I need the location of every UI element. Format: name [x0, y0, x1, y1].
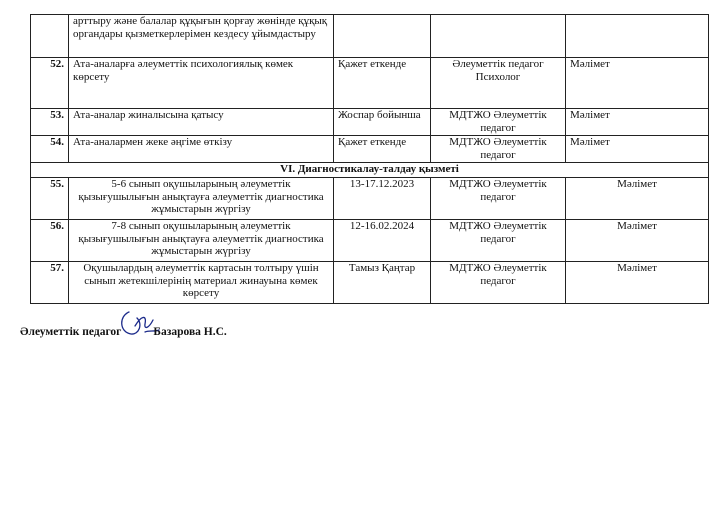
result-cell: Мәлімет	[566, 262, 709, 304]
activity-cell: 5-6 сынып оқушыларының әлеуметтік қызығушылығын анықтауға әлеуметтік диагностика жұмыстарын жүргізу	[69, 178, 334, 220]
activity-cell: Оқушылардың әлеуметтік картасын толтыру үшін сынып жетекшілерінің материал жинауына көмек көрсету	[69, 262, 334, 304]
row-number: 54.	[31, 136, 69, 163]
result-cell: Мәлімет	[566, 58, 709, 109]
responsible-cell: МДТЖО Әлеуметтік педагог	[431, 136, 566, 163]
responsible-cell	[431, 15, 566, 58]
work-plan-table	[30, 14, 709, 304]
result-cell: Мәлімет	[566, 136, 709, 163]
date-cell: Қажет еткенде	[334, 58, 431, 109]
row-number: 52.	[31, 58, 69, 109]
date-cell: 13-17.12.2023	[334, 178, 431, 220]
table-row	[31, 136, 709, 163]
activity-cell: арттыру және балалар құқығын қорғау жөнінде құқық органдары қызметкерлерімен кездесу ұйымдастыру	[69, 15, 334, 58]
responsible-cell: МДТЖО Әлеуметтік педагог	[431, 220, 566, 262]
activity-cell: 7-8 сынып оқушыларының әлеуметтік қызығушылығын анықтауға әлеуметтік диагностика жұмыстарын жүргізу	[69, 220, 334, 262]
table-row	[31, 178, 709, 220]
signature-role: Әлеуметтік педагог	[20, 326, 122, 338]
responsible-cell: МДТЖО Әлеуметтік педагог	[431, 178, 566, 220]
signature-name: Базарова Н.С.	[153, 326, 227, 338]
result-cell: Мәлімет	[566, 109, 709, 136]
activity-cell: Ата-аналар жиналысына қатысу	[69, 109, 334, 136]
date-cell: Жоспар бойынша	[334, 109, 431, 136]
date-cell	[334, 15, 431, 58]
date-cell: 12-16.02.2024	[334, 220, 431, 262]
table-row	[31, 15, 709, 58]
activity-cell: Ата-аналармен жеке әңгіме өткізу	[69, 136, 334, 163]
table-row	[31, 262, 709, 304]
section-header-row	[31, 163, 709, 178]
section-title: VI. Диагностикалау-талдау қызметі	[31, 163, 709, 178]
row-number	[31, 15, 69, 58]
table-row	[31, 220, 709, 262]
date-cell: Қажет еткенде	[334, 136, 431, 163]
responsible-cell: Әлеуметтік педагог Психолог	[431, 58, 566, 109]
table-row	[31, 109, 709, 136]
table-row	[31, 58, 709, 109]
result-cell: Мәлімет	[566, 178, 709, 220]
row-number: 53.	[31, 109, 69, 136]
activity-cell: Ата-аналарға әлеуметтік психологиялық көмек көрсету	[69, 58, 334, 109]
result-cell: Мәлімет	[566, 220, 709, 262]
result-cell	[566, 15, 709, 58]
signature-line	[20, 326, 227, 338]
date-cell: Тамыз Қаңтар	[334, 262, 431, 304]
row-number: 55.	[31, 178, 69, 220]
row-number: 56.	[31, 220, 69, 262]
row-number: 57.	[31, 262, 69, 304]
responsible-cell: МДТЖО Әлеуметтік педагог	[431, 109, 566, 136]
responsible-cell: МДТЖО Әлеуметтік педагог	[431, 262, 566, 304]
